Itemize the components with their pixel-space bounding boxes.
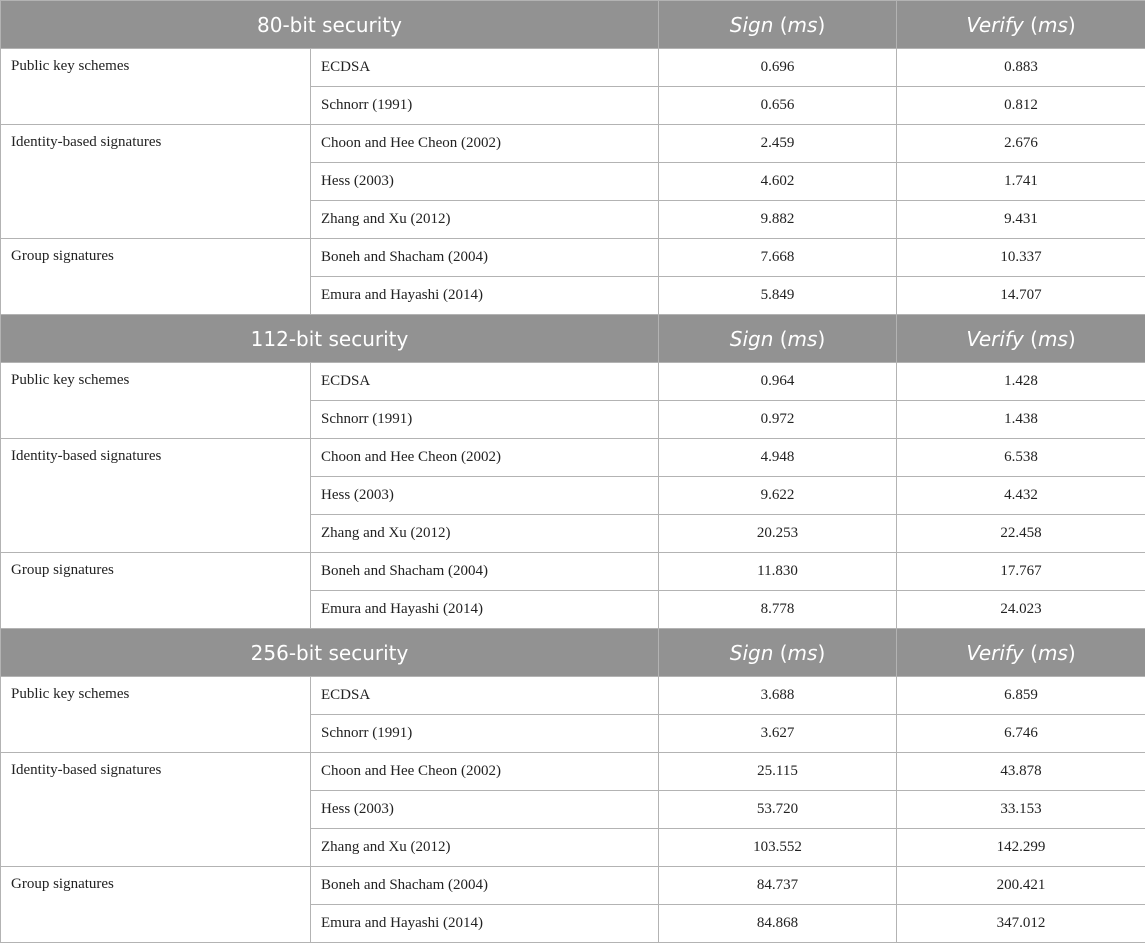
sign-time-cell: 4.948 bbox=[659, 439, 897, 477]
table-row bbox=[1, 553, 1145, 591]
sign-header-label: Sign bbox=[729, 640, 774, 665]
verify-time-cell: 1.741 bbox=[897, 163, 1145, 201]
table-row bbox=[1, 239, 1145, 277]
sign-header-unit: ms bbox=[787, 326, 818, 351]
sign-column-header: Sign (ms) bbox=[659, 1, 897, 49]
table-row bbox=[1, 363, 1145, 401]
verify-header-label: Verify bbox=[966, 12, 1024, 37]
section-title: 80-bit security bbox=[1, 1, 659, 49]
section-title: 112-bit security bbox=[1, 315, 659, 363]
category-cell: Group signatures bbox=[1, 239, 311, 315]
category-cell: Public key schemes bbox=[1, 49, 311, 125]
scheme-name-cell: ECDSA bbox=[311, 677, 659, 715]
verify-time-cell: 6.859 bbox=[897, 677, 1145, 715]
sign-time-cell: 3.627 bbox=[659, 715, 897, 753]
verify-column-header: Verify (ms) bbox=[897, 315, 1145, 363]
section-header-row bbox=[1, 315, 1145, 363]
verify-header-label: Verify bbox=[966, 640, 1024, 665]
verify-column-header: Verify (ms) bbox=[897, 1, 1145, 49]
section-header-row bbox=[1, 629, 1145, 677]
verify-time-cell: 43.878 bbox=[897, 753, 1145, 791]
verify-time-cell: 200.421 bbox=[897, 867, 1145, 905]
sign-time-cell: 8.778 bbox=[659, 591, 897, 629]
verify-header-unit: ms bbox=[1037, 12, 1068, 37]
table-row bbox=[1, 753, 1145, 791]
scheme-name-cell: Zhang and Xu (2012) bbox=[311, 829, 659, 867]
verify-header-unit: ms bbox=[1037, 640, 1068, 665]
sign-time-cell: 0.964 bbox=[659, 363, 897, 401]
sign-time-cell: 53.720 bbox=[659, 791, 897, 829]
verify-time-cell: 2.676 bbox=[897, 125, 1145, 163]
category-cell: Identity-based signatures bbox=[1, 125, 311, 239]
scheme-name-cell: Schnorr (1991) bbox=[311, 87, 659, 125]
category-cell: Public key schemes bbox=[1, 677, 311, 753]
sign-header-label: Sign bbox=[729, 12, 774, 37]
sign-time-cell: 84.737 bbox=[659, 867, 897, 905]
scheme-name-cell: Schnorr (1991) bbox=[311, 715, 659, 753]
sign-column-header: Sign (ms) bbox=[659, 315, 897, 363]
sign-time-cell: 20.253 bbox=[659, 515, 897, 553]
sign-time-cell: 11.830 bbox=[659, 553, 897, 591]
verify-time-cell: 22.458 bbox=[897, 515, 1145, 553]
section-title: 256-bit security bbox=[1, 629, 659, 677]
sign-time-cell: 9.622 bbox=[659, 477, 897, 515]
sign-time-cell: 9.882 bbox=[659, 201, 897, 239]
table-row bbox=[1, 49, 1145, 87]
sign-header-label: Sign bbox=[729, 326, 774, 351]
sign-header-unit: ms bbox=[787, 640, 818, 665]
category-cell: Group signatures bbox=[1, 553, 311, 629]
category-cell: Identity-based signatures bbox=[1, 753, 311, 867]
sign-time-cell: 0.656 bbox=[659, 87, 897, 125]
sign-time-cell: 3.688 bbox=[659, 677, 897, 715]
verify-time-cell: 6.746 bbox=[897, 715, 1145, 753]
verify-time-cell: 0.812 bbox=[897, 87, 1145, 125]
verify-time-cell: 17.767 bbox=[897, 553, 1145, 591]
verify-time-cell: 347.012 bbox=[897, 905, 1145, 943]
category-cell: Identity-based signatures bbox=[1, 439, 311, 553]
table-body bbox=[1, 1, 1145, 943]
scheme-name-cell: Emura and Hayashi (2014) bbox=[311, 591, 659, 629]
scheme-name-cell: Choon and Hee Cheon (2002) bbox=[311, 125, 659, 163]
verify-column-header: Verify (ms) bbox=[897, 629, 1145, 677]
sign-time-cell: 4.602 bbox=[659, 163, 897, 201]
table-row bbox=[1, 439, 1145, 477]
scheme-name-cell: Boneh and Shacham (2004) bbox=[311, 867, 659, 905]
sign-time-cell: 2.459 bbox=[659, 125, 897, 163]
verify-time-cell: 10.337 bbox=[897, 239, 1145, 277]
verify-time-cell: 1.438 bbox=[897, 401, 1145, 439]
scheme-name-cell: Choon and Hee Cheon (2002) bbox=[311, 753, 659, 791]
verify-time-cell: 4.432 bbox=[897, 477, 1145, 515]
sign-column-header: Sign (ms) bbox=[659, 629, 897, 677]
scheme-name-cell: Hess (2003) bbox=[311, 791, 659, 829]
scheme-name-cell: Emura and Hayashi (2014) bbox=[311, 905, 659, 943]
category-cell: Group signatures bbox=[1, 867, 311, 943]
verify-time-cell: 6.538 bbox=[897, 439, 1145, 477]
verify-header-label: Verify bbox=[966, 326, 1024, 351]
sign-time-cell: 5.849 bbox=[659, 277, 897, 315]
category-cell: Public key schemes bbox=[1, 363, 311, 439]
sign-time-cell: 103.552 bbox=[659, 829, 897, 867]
sign-time-cell: 25.115 bbox=[659, 753, 897, 791]
scheme-name-cell: Boneh and Shacham (2004) bbox=[311, 239, 659, 277]
verify-header-unit: ms bbox=[1037, 326, 1068, 351]
verify-time-cell: 14.707 bbox=[897, 277, 1145, 315]
table-row bbox=[1, 677, 1145, 715]
sign-time-cell: 0.972 bbox=[659, 401, 897, 439]
sign-time-cell: 0.696 bbox=[659, 49, 897, 87]
verify-time-cell: 9.431 bbox=[897, 201, 1145, 239]
verify-time-cell: 1.428 bbox=[897, 363, 1145, 401]
scheme-name-cell: Hess (2003) bbox=[311, 163, 659, 201]
table-row bbox=[1, 867, 1145, 905]
scheme-name-cell: Zhang and Xu (2012) bbox=[311, 515, 659, 553]
scheme-name-cell: Zhang and Xu (2012) bbox=[311, 201, 659, 239]
scheme-name-cell: Choon and Hee Cheon (2002) bbox=[311, 439, 659, 477]
scheme-name-cell: Boneh and Shacham (2004) bbox=[311, 553, 659, 591]
section-header-row bbox=[1, 1, 1145, 49]
sign-time-cell: 84.868 bbox=[659, 905, 897, 943]
sign-time-cell: 7.668 bbox=[659, 239, 897, 277]
verify-time-cell: 142.299 bbox=[897, 829, 1145, 867]
scheme-name-cell: ECDSA bbox=[311, 49, 659, 87]
sign-header-unit: ms bbox=[787, 12, 818, 37]
scheme-name-cell: ECDSA bbox=[311, 363, 659, 401]
table-row bbox=[1, 125, 1145, 163]
scheme-name-cell: Hess (2003) bbox=[311, 477, 659, 515]
verify-time-cell: 0.883 bbox=[897, 49, 1145, 87]
verify-time-cell: 24.023 bbox=[897, 591, 1145, 629]
verify-time-cell: 33.153 bbox=[897, 791, 1145, 829]
scheme-name-cell: Schnorr (1991) bbox=[311, 401, 659, 439]
scheme-name-cell: Emura and Hayashi (2014) bbox=[311, 277, 659, 315]
